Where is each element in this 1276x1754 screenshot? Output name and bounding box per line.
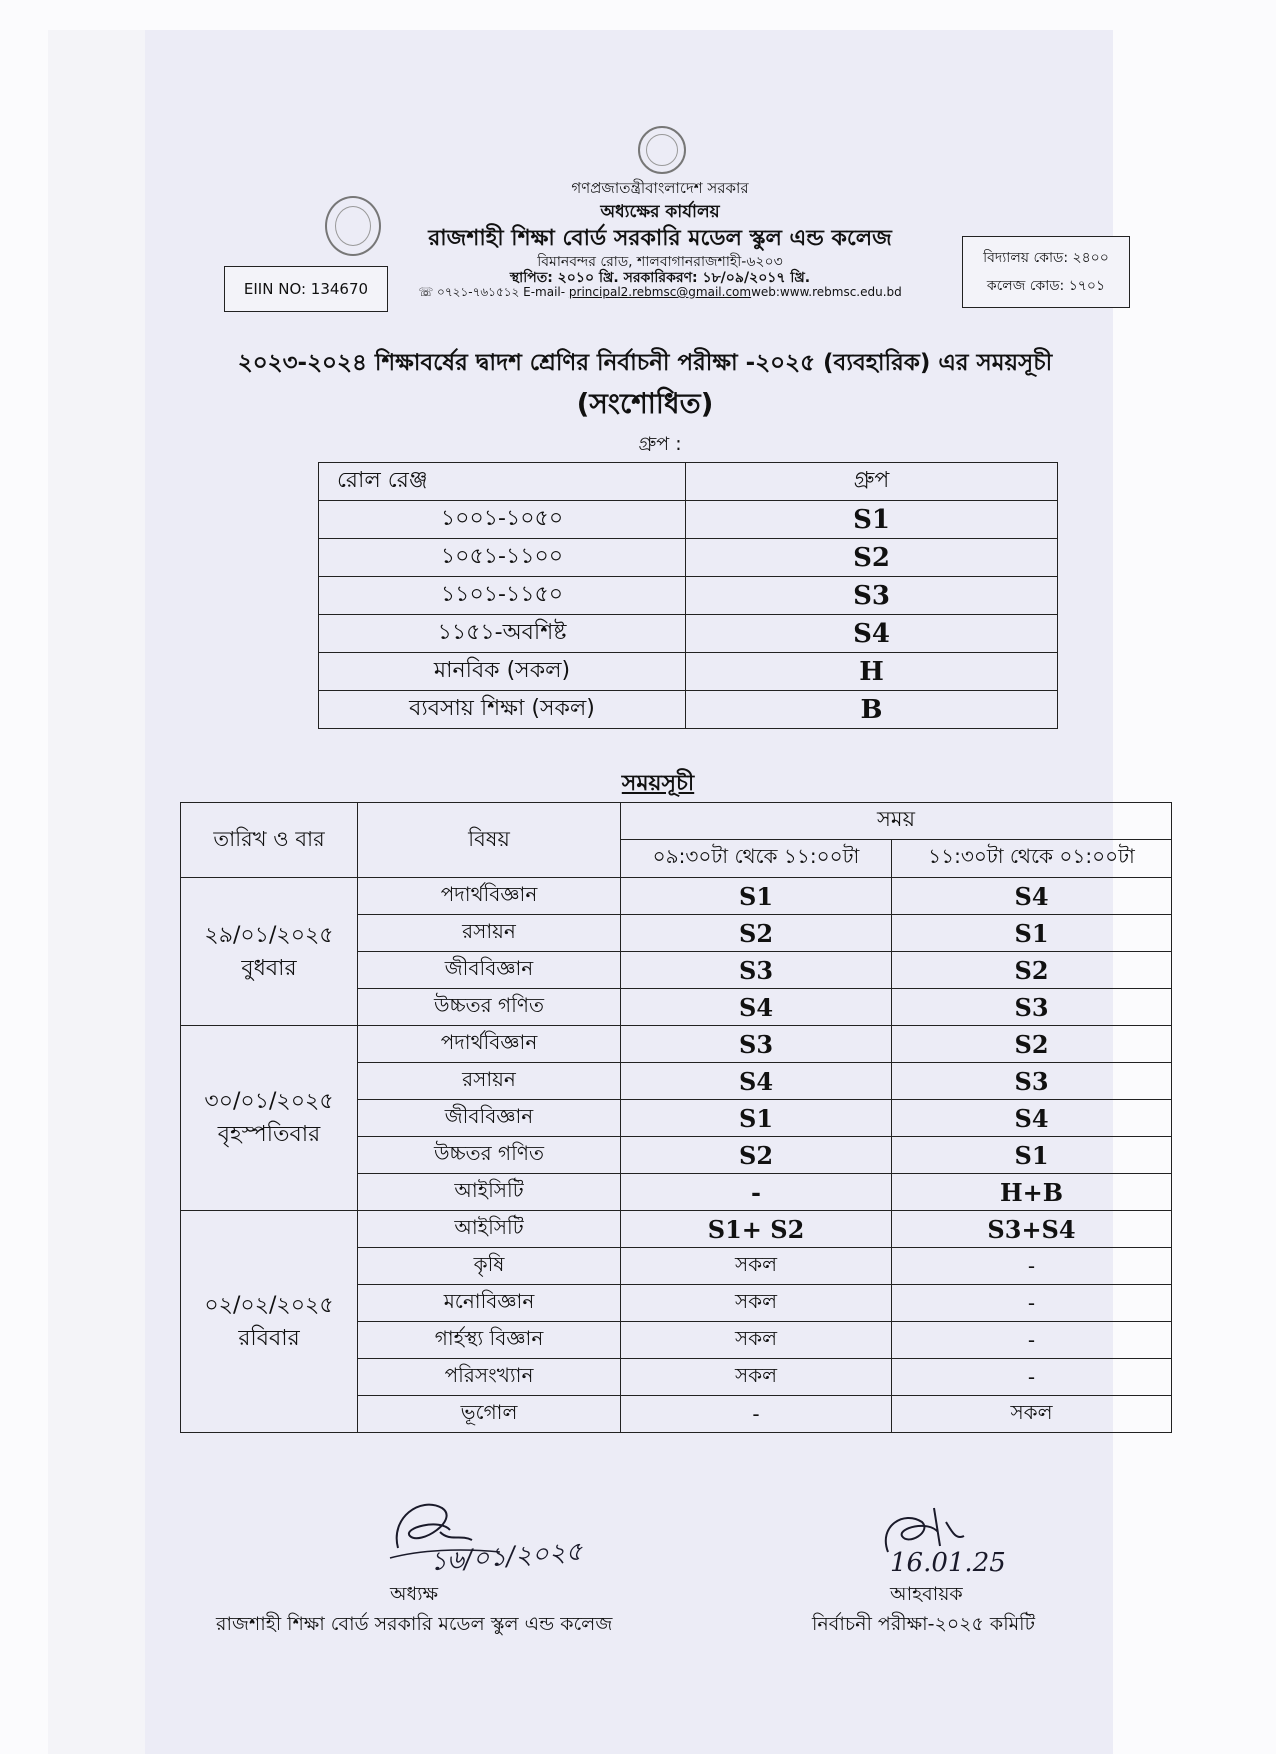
group-code: B bbox=[686, 691, 1058, 729]
slot1-group: সকল bbox=[621, 1248, 892, 1285]
table-row bbox=[319, 539, 1058, 577]
slot2-group: S3+S4 bbox=[892, 1211, 1172, 1248]
day-cell bbox=[181, 878, 358, 1026]
slot1-group: S4 bbox=[621, 989, 892, 1026]
slot1-header: ০৯:৩০টা থেকে ১১:০০টা bbox=[621, 839, 892, 877]
slot1-group: সকল bbox=[621, 1322, 892, 1359]
government-seal-icon bbox=[638, 126, 686, 174]
convenor-signature-date: 16.01.25 bbox=[890, 1548, 1006, 1578]
slot2-group: - bbox=[892, 1248, 1172, 1285]
contact-line bbox=[340, 284, 980, 304]
roll-range: ১১০১-১১৫০ bbox=[319, 577, 686, 615]
slot1-group: সকল bbox=[621, 1359, 892, 1396]
contact-phone: ☏ ০৭২১-৭৬১৫১২ E-mail- bbox=[418, 285, 569, 299]
table-row bbox=[181, 1211, 1172, 1248]
day-date: ০২/০২/২০২৫ bbox=[204, 1292, 334, 1318]
subject: রসায়ন bbox=[358, 1063, 621, 1100]
day-date: ২৯/০১/২০২৫ bbox=[204, 922, 334, 948]
day-weekday: বুধবার bbox=[241, 955, 297, 981]
principal-title: অধ্যক্ষ bbox=[390, 1583, 439, 1605]
eiin-number: EIIN NO: 134670 bbox=[243, 280, 369, 298]
subject: ভূগোল bbox=[358, 1396, 621, 1433]
group-table bbox=[318, 462, 1058, 729]
subject: জীববিজ্ঞান bbox=[358, 1100, 621, 1137]
roll-range: ১১৫১-অবশিষ্ট bbox=[319, 615, 686, 653]
subject: গার্হস্থ্য বিজ্ঞান bbox=[358, 1322, 621, 1359]
day-weekday: রবিবার bbox=[238, 1325, 300, 1351]
govt-name: গণপ্রজাতন্ত্রীবাংলাদেশ সরকার bbox=[571, 179, 749, 197]
school-code: বিদ্যালয় কোড: ২৪০০ bbox=[983, 250, 1109, 266]
subject: জীববিজ্ঞান bbox=[358, 952, 621, 989]
slot1-group: S2 bbox=[621, 915, 892, 952]
slot2-group: S3 bbox=[892, 989, 1172, 1026]
table-row bbox=[319, 501, 1058, 539]
schedule-heading: সময়সূচী bbox=[621, 771, 695, 796]
table-row bbox=[319, 615, 1058, 653]
subject: আইসিটি bbox=[358, 1174, 621, 1211]
group-code: S4 bbox=[686, 615, 1058, 653]
slot1-group: - bbox=[621, 1396, 892, 1433]
group-header: গ্রুপ bbox=[686, 463, 1058, 501]
roll-range: মানবিক (সকল) bbox=[319, 653, 686, 691]
slot2-header: ১১:৩০টা থেকে ০১:০০টা bbox=[892, 839, 1172, 877]
day-cell bbox=[181, 1211, 358, 1433]
roll-range: ১০০১-১০৫০ bbox=[319, 501, 686, 539]
table-row bbox=[181, 1026, 1172, 1063]
table-row bbox=[319, 691, 1058, 729]
slot2-group: S1 bbox=[892, 915, 1172, 952]
schedule-table bbox=[180, 802, 1172, 1433]
codes-box bbox=[962, 236, 1130, 308]
day-date: ৩০/০১/২০২৫ bbox=[204, 1089, 334, 1114]
slot2-group: S2 bbox=[892, 1026, 1172, 1063]
slot2-group: সকল bbox=[892, 1396, 1172, 1433]
group-code: S3 bbox=[686, 577, 1058, 615]
slot1-group: S1 bbox=[621, 1100, 892, 1137]
subject: মনোবিজ্ঞান bbox=[358, 1285, 621, 1322]
slot1-group: S1 bbox=[621, 878, 892, 915]
slot2-group: S3 bbox=[892, 1063, 1172, 1100]
roll-range: ১০৫১-১১০০ bbox=[319, 539, 686, 577]
subject: উচ্চতর গণিত bbox=[358, 989, 621, 1026]
subject-header: বিষয় bbox=[358, 803, 621, 878]
office-name: অধ্যক্ষের কার্যালয় bbox=[600, 202, 720, 222]
revised-label: (সংশোধিত) bbox=[576, 387, 714, 420]
subject: কৃষি bbox=[358, 1248, 621, 1285]
slot1-group: S2 bbox=[621, 1137, 892, 1174]
principal-org: রাজশাহী শিক্ষা বোর্ড সরকারি মডেল স্কুল এন্ড কলেজ bbox=[216, 1613, 613, 1635]
slot2-group: S4 bbox=[892, 1100, 1172, 1137]
table-row bbox=[181, 878, 1172, 915]
subject: পদার্থবিজ্ঞান bbox=[358, 878, 621, 915]
group-code: S1 bbox=[686, 501, 1058, 539]
slot2-group: - bbox=[892, 1359, 1172, 1396]
institution-name: রাজশাহী শিক্ষা বোর্ড সরকারি মডেল স্কুল এন্ড কলেজ bbox=[428, 226, 892, 251]
eiin-box bbox=[224, 266, 388, 312]
subject: রসায়ন bbox=[358, 915, 621, 952]
slot1-group: S3 bbox=[621, 1026, 892, 1063]
slot2-group: H+B bbox=[892, 1174, 1172, 1211]
subject: পদার্থবিজ্ঞান bbox=[358, 1026, 621, 1063]
group-code: H bbox=[686, 653, 1058, 691]
group-code: S2 bbox=[686, 539, 1058, 577]
time-header: সময় bbox=[621, 803, 1172, 840]
slot1-group: S1+ S2 bbox=[621, 1211, 892, 1248]
slot1-group: S4 bbox=[621, 1063, 892, 1100]
group-heading: গ্রুপ : bbox=[638, 433, 682, 455]
day-cell bbox=[181, 1026, 358, 1211]
slot1-group: S3 bbox=[621, 952, 892, 989]
slot2-group: S4 bbox=[892, 878, 1172, 915]
day-weekday: বৃহস্পতিবার bbox=[217, 1122, 321, 1147]
slot1-group: - bbox=[621, 1174, 892, 1211]
slot2-group: S2 bbox=[892, 952, 1172, 989]
established-info: স্থাপিত: ২০১০ খ্রি. সরকারিকরণ: ১৮/০৯/২০১৭ খ্রি. bbox=[509, 270, 811, 286]
contact-email[interactable]: principal2.rebmsc@gmail.com bbox=[568, 285, 752, 299]
subject: আইসিটি bbox=[358, 1211, 621, 1248]
document-title: ২০২৩-২০২৪ শিক্ষাবর্ষের দ্বাদশ শ্রেণির নির্বাচনী পরীক্ষা -২০২৫ (ব্যবহারিক) এর সময়সূচী bbox=[237, 350, 1053, 376]
date-header: তারিখ ও বার bbox=[181, 803, 358, 878]
table-row bbox=[319, 577, 1058, 615]
table-row bbox=[319, 653, 1058, 691]
roll-range: ব্যবসায় শিক্ষা (সকল) bbox=[319, 691, 686, 729]
sheet-margin-shade bbox=[48, 30, 145, 1754]
slot2-group: - bbox=[892, 1322, 1172, 1359]
subject: উচ্চতর গণিত bbox=[358, 1137, 621, 1174]
institution-address: বিমানবন্দর রোড, শালবাগানরাজশাহী-৬২০৩ bbox=[537, 254, 783, 270]
slot1-group: সকল bbox=[621, 1285, 892, 1322]
roll-range-header: রোল রেঞ্জ bbox=[319, 463, 686, 501]
convenor-title: আহবায়ক bbox=[890, 1583, 963, 1605]
contact-web[interactable]: web:www.rebmsc.edu.bd bbox=[751, 285, 902, 299]
principal-signature-date: ১৬/০১/২০২৫ bbox=[429, 1536, 584, 1578]
slot2-group: S1 bbox=[892, 1137, 1172, 1174]
college-code: কলেজ কোড: ১৭০১ bbox=[986, 278, 1106, 294]
subject: পরিসংখ্যান bbox=[358, 1359, 621, 1396]
convenor-org: নির্বাচনী পরীক্ষা-২০২৫ কমিটি bbox=[812, 1613, 1035, 1635]
slot2-group: - bbox=[892, 1285, 1172, 1322]
schedule-header-row bbox=[181, 803, 1172, 840]
group-table-header bbox=[319, 463, 1058, 501]
